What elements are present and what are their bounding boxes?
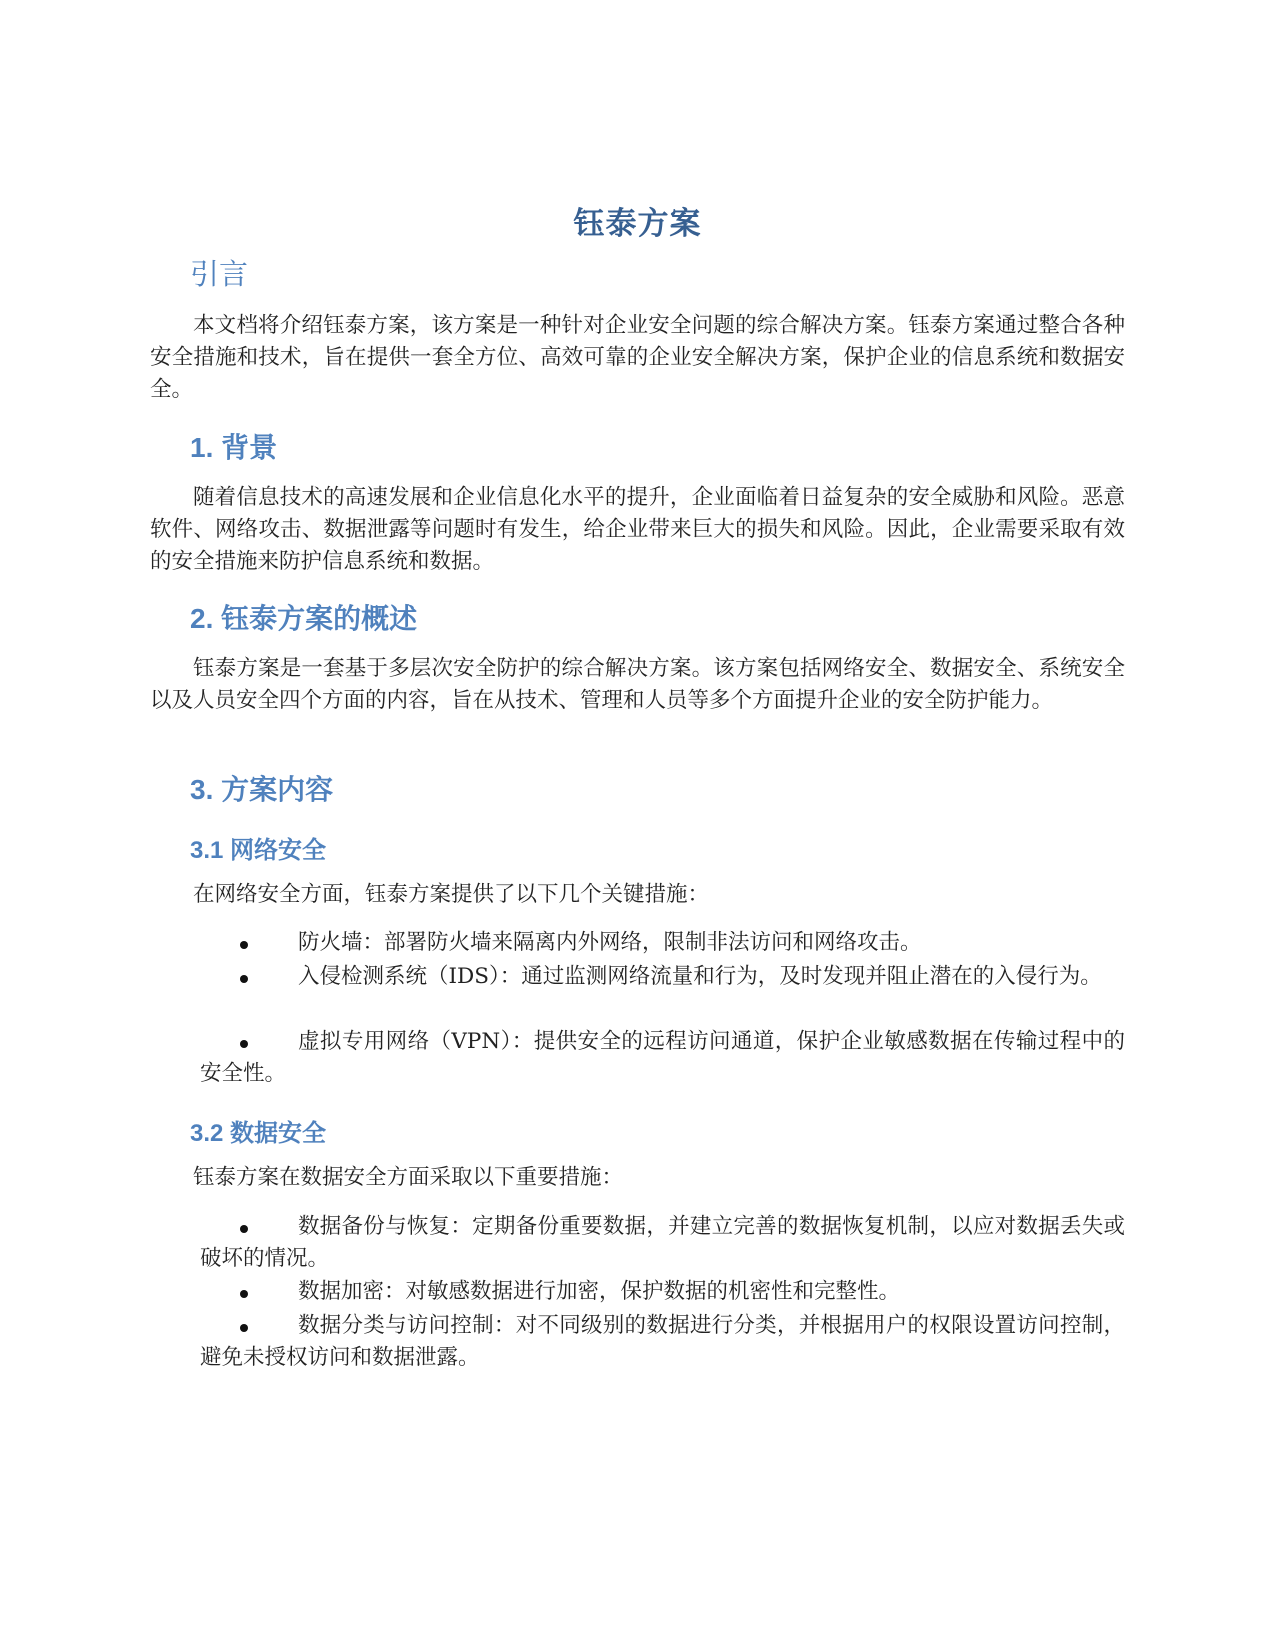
- overview-paragraph: 钰泰方案是一套基于多层次安全防护的综合解决方案。该方案包括网络安全、数据安全、系统安全以及人员安全四个方面的内容，旨在从技术、管理和人员等多个方面提升企业的安全防护能力。: [150, 656, 1125, 713]
- list-item: 数据加密：对敏感数据进行加密，保护数据的机密性和完整性。: [298, 1279, 901, 1304]
- data-security-heading: 3.2 数据安全: [190, 1120, 327, 1147]
- network-security-lead: 在网络安全方面，钰泰方案提供了以下几个关键措施：: [193, 882, 710, 907]
- background-paragraph: 随着信息技术的高速发展和企业信息化水平的提升，企业面临着日益复杂的安全威胁和风险。恶意软件、网络攻击、数据泄露等问题时有发生，给企业带来巨大的损失和风险。因此，企业需要采取有效的安全措施来防护信息系统和数据。: [150, 485, 1125, 574]
- list-item: 虚拟专用网络（VPN）：提供安全的远程访问通道，保护企业敏感数据在传输过程中的安全性。: [200, 1029, 1125, 1086]
- list-item: 防火墙：部署防火墙来隔离内外网络，限制非法访问和网络攻击。: [298, 930, 922, 955]
- background-heading: 1. 背景: [190, 432, 278, 463]
- list-item: 数据备份与恢复：定期备份重要数据，并建立完善的数据恢复机制，以应对数据丢失或破坏的情况。: [200, 1214, 1125, 1271]
- document-title: 钰泰方案: [573, 206, 702, 242]
- network-security-heading: 3.1 网络安全: [190, 837, 327, 864]
- list-item: 数据分类与访问控制：对不同级别的数据进行分类，并根据用户的权限设置访问控制，避免未授权访问和数据泄露。: [200, 1313, 1125, 1370]
- intro-paragraph: 本文档将介绍钰泰方案，该方案是一种针对企业安全问题的综合解决方案。钰泰方案通过整合各种安全措施和技术，旨在提供一套全方位、高效可靠的企业安全解决方案，保护企业的信息系统和数据安全。: [150, 313, 1125, 402]
- content-heading: 3. 方案内容: [190, 774, 334, 805]
- list-item: 入侵检测系统（IDS）：通过监测网络流量和行为，及时发现并阻止潜在的入侵行为。: [298, 964, 1102, 989]
- overview-heading: 2. 钰泰方案的概述: [190, 603, 418, 634]
- data-security-lead: 钰泰方案在数据安全方面采取以下重要措施：: [193, 1165, 624, 1190]
- intro-heading: 引言: [190, 259, 249, 291]
